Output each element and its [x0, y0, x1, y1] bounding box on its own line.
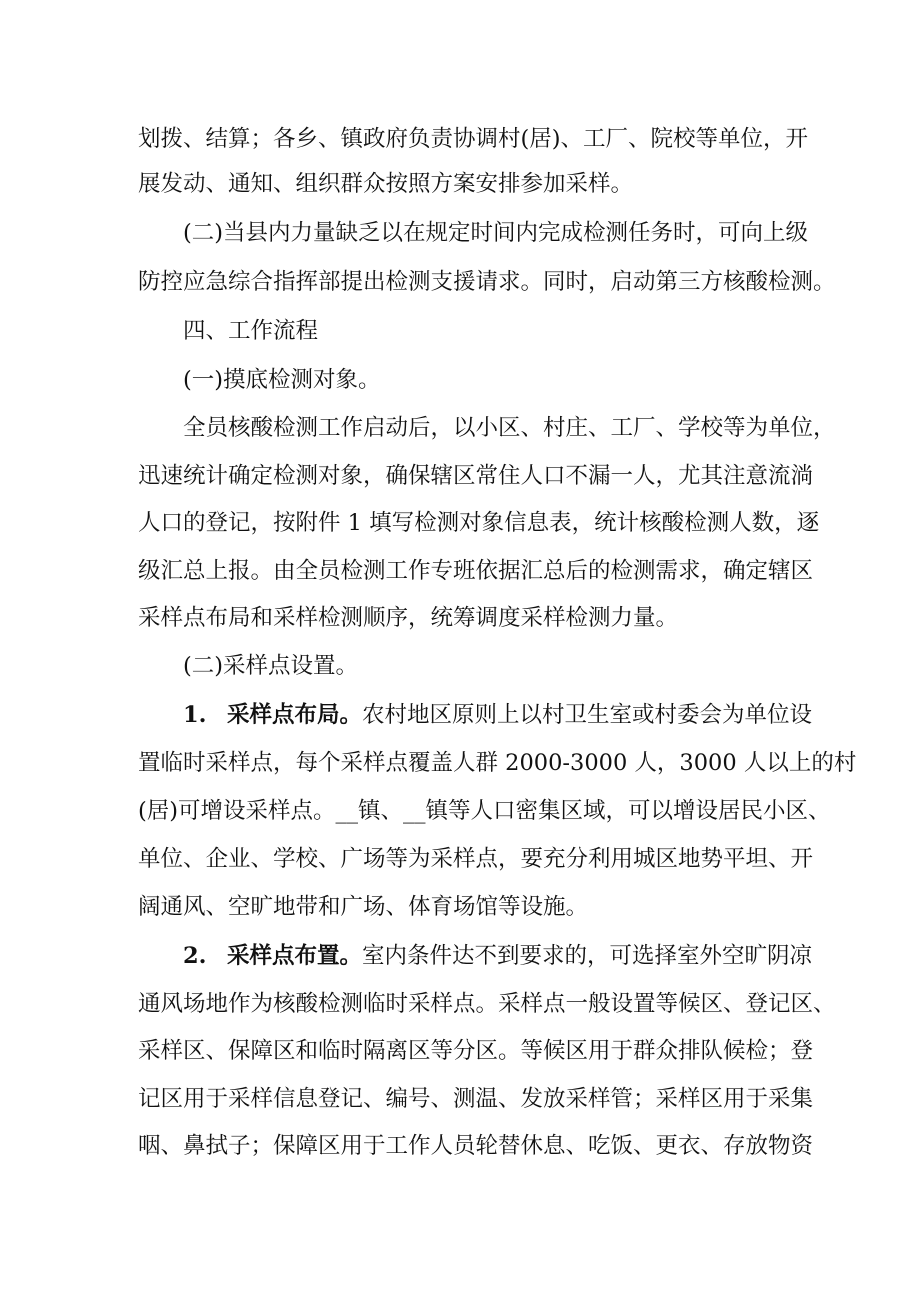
paragraph-line: 防控应急综合指挥部提出检测支援请求。同时，启动第三方核酸检测。 [138, 269, 836, 295]
subsection-heading: (二)采样点设置。 [183, 653, 359, 679]
paragraph-line: 单位、企业、学校、广场等为采样点，要充分利用城区地势平坦、开 [138, 846, 814, 872]
list-item-title: 采样点布局。 [227, 702, 363, 728]
paragraph-line: 全员核酸检测工作启动后，以小区、村庄、工厂、学校等为单位， [183, 415, 836, 441]
paragraph-line: 展发动、通知、组织群众按照方案安排参加采样。 [138, 171, 634, 197]
list-item-number: 2. [183, 943, 207, 969]
paragraph-line: 采样点布局和采样检测顺序，统筹调度采样检测力量。 [138, 605, 679, 631]
paragraph-line: 置临时采样点，每个采样点覆盖人群 2000-3000 人，3000 人以上的村 [138, 750, 857, 776]
section-heading: 四、工作流程 [183, 318, 319, 344]
paragraph-line: 通风场地作为核酸检测临时采样点。采样点一般设置等候区、登记区、 [138, 991, 836, 1017]
list-item-text: 室内条件达不到要求的，可选择室外空旷阴凉 [362, 943, 813, 969]
paragraph-line: 划拨、结算；各乡、镇政府负责协调村(居)、工厂、院校等单位，开 [138, 126, 809, 152]
list-item-number: 1. [183, 702, 207, 728]
paragraph-line: 人口的登记，按附件 1 填写检测对象信息表，统计核酸检测人数，逐 [138, 510, 820, 536]
paragraph-line: 咽、鼻拭子；保障区用于工作人员轮替休息、吃饭、更衣、存放物资 [138, 1133, 814, 1159]
paragraph-line: 采样区、保障区和临时隔离区等分区。等候区用于群众排队候检；登 [138, 1038, 814, 1064]
list-item-text: 农村地区原则上以村卫生室或村委会为单位设 [362, 702, 813, 728]
paragraph-line: 级汇总上报。由全员检测工作专班依据汇总后的检测需求，确定辖区 [138, 558, 814, 584]
paragraph-line: (二)当县内力量缺乏以在规定时间内完成检测任务时，可向上级 [183, 220, 809, 246]
paragraph-line: (居)可增设采样点。__镇、__镇等人口密集区域，可以增设居民小区、 [138, 798, 831, 824]
paragraph-line: 阔通风、空旷地带和广场、体育场馆等设施。 [138, 894, 589, 920]
list-item-title: 采样点布置。 [227, 943, 363, 969]
subsection-heading: (一)摸底检测对象。 [183, 367, 381, 393]
paragraph-line: 迅速统计确定检测对象，确保辖区常住人口不漏一人，尤其注意流淌 [138, 463, 814, 489]
list-item-heading [183, 695, 813, 735]
paragraph-line: 记区用于采样信息登记、编号、测温、发放采样管；采样区用于采集 [138, 1086, 814, 1112]
list-item-heading [183, 936, 813, 976]
